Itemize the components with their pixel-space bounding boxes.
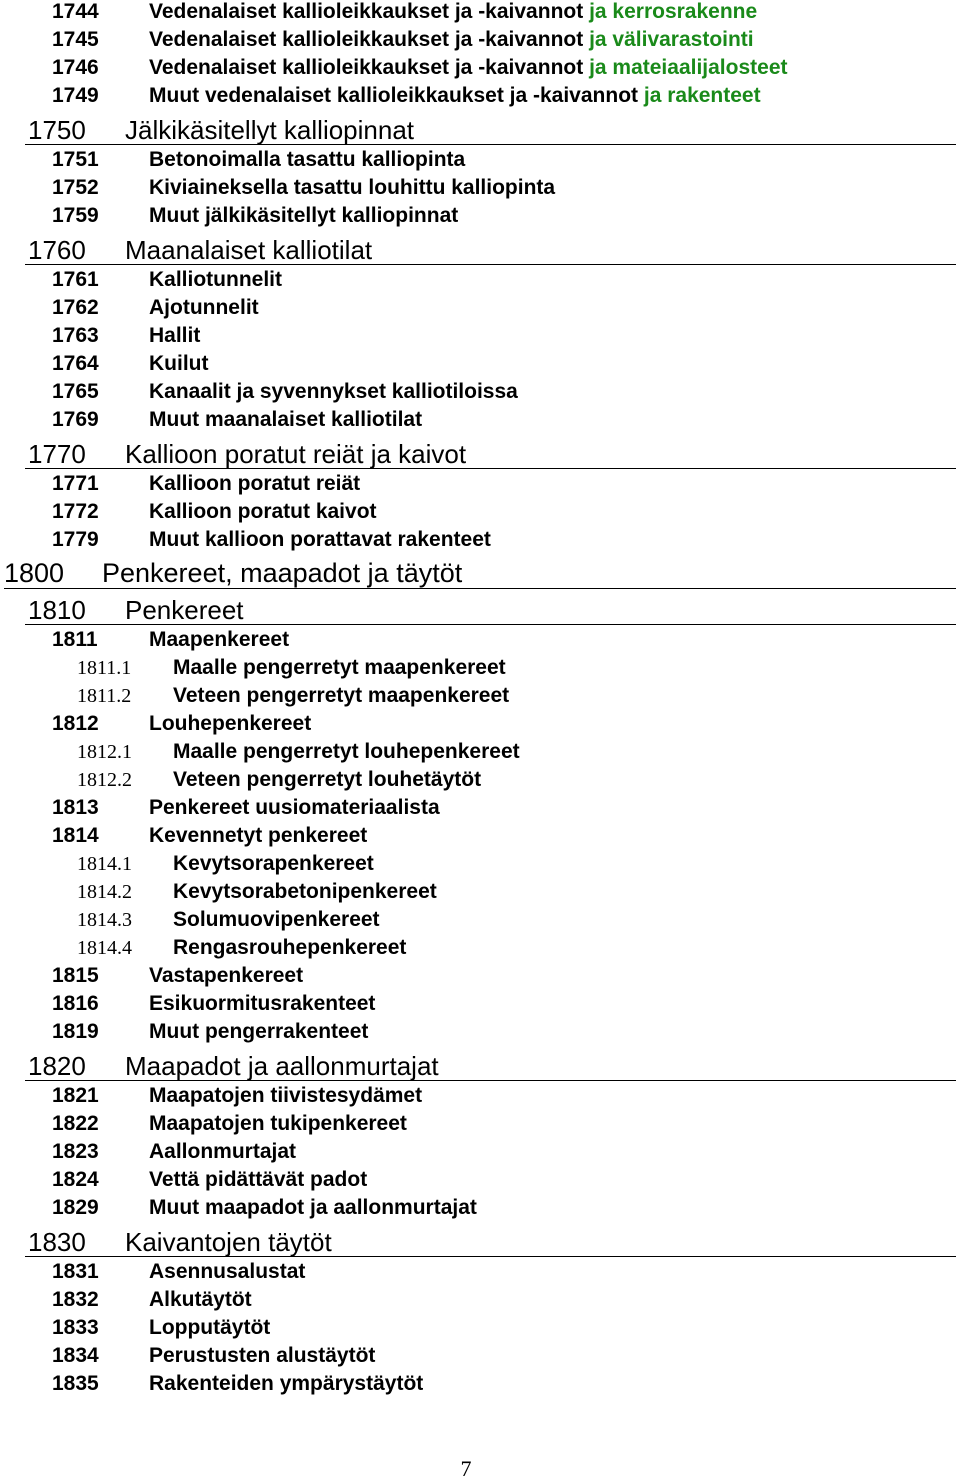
item-label [149,1110,407,1138]
item-label-text: Betonoimalla tasattu kalliopinta [149,148,466,171]
item-code: 1832 [52,1288,99,1311]
item-code: 1779 [52,528,99,551]
item-code: 1824 [52,1168,99,1191]
list-item-1822 [0,1110,960,1138]
list-item-1816 [0,990,960,1018]
list-item-1819 [0,1018,960,1046]
item-label-text: Kuilut [149,352,209,375]
item-code: 1811.1 [77,657,132,679]
item-label [149,294,259,322]
item-label [149,406,422,434]
item-code: 1823 [52,1140,99,1163]
item-label [149,1082,422,1110]
item-label [149,990,375,1018]
item-label [102,556,462,590]
item-code: 1834 [52,1344,99,1367]
item-label-text: Veteen pengerretyt maapenkereet [173,684,510,707]
list-item-1835 [0,1370,960,1398]
list-item-1759 [0,202,960,230]
item-label-text: Esikuormitusrakenteet [149,992,376,1015]
list-item-1831 [0,1258,960,1286]
item-code: 1816 [52,992,99,1015]
item-label-text: Lopputäytöt [149,1316,271,1339]
list-item-1829 [0,1194,960,1222]
item-label-text: Kevytsorabetonipenkereet [173,880,437,903]
item-label-text: Muut maanalaiset kalliotilat [149,408,423,431]
item-code: 1760 [28,235,86,265]
item-label [125,594,244,626]
list-item-1815 [0,962,960,990]
item-label [125,1050,439,1082]
list-item-1823 [0,1138,960,1166]
list-item-1750 [0,114,960,146]
item-label-text: Maalle pengerretyt louhepenkereet [173,740,520,763]
item-label [173,906,380,934]
item-code: 1812.2 [77,769,132,791]
item-code: 1771 [52,472,99,495]
item-code: 1811 [52,628,98,651]
list-item-1772 [0,498,960,526]
item-label [173,682,509,710]
item-label-text: Maapadot ja aallonmurtajat [125,1051,439,1081]
list-item-1812.1 [0,738,960,766]
item-label-text: Aallonmurtajat [149,1140,297,1163]
item-label [125,114,414,146]
item-label-text: Perustusten alustäytöt [149,1344,376,1367]
list-item-1821 [0,1082,960,1110]
item-label-text: Muut kallioon porattavat rakenteet [149,528,491,551]
item-label-text: Kiviaineksella tasattu louhittu kalliopinta [149,176,556,199]
item-label-text: Kalliotunnelit [149,268,282,291]
item-label [149,794,440,822]
section-divider [25,1256,956,1257]
item-code: 1815 [52,964,99,987]
item-label-text: Vedenalaiset kallioleikkaukset ja -kaivannot [149,28,584,51]
item-label-text: Maanalaiset kalliotilat [125,235,373,265]
item-code: 1814 [52,824,99,847]
list-item-1813 [0,794,960,822]
item-label [149,1138,296,1166]
item-label [173,934,406,962]
list-item-1761 [0,266,960,294]
item-code: 1752 [52,176,99,199]
list-item-1832 [0,1286,960,1314]
list-item-1814.2 [0,878,960,906]
list-item-1834 [0,1342,960,1370]
item-code: 1759 [52,204,99,227]
item-code: 1810 [28,595,86,625]
item-code: 1820 [28,1051,86,1081]
list-item-1811.2 [0,682,960,710]
list-item-1779 [0,526,960,554]
item-label-text: Ajotunnelit [149,296,259,319]
item-label [149,526,491,554]
item-label [173,850,374,878]
list-item-1814.4 [0,934,960,962]
section-divider [25,1080,956,1081]
item-label [149,82,761,110]
page-number: 7 [460,1456,472,1481]
item-label-text: Kevytsorapenkereet [173,852,374,875]
item-label-text: Kallioon poratut kaivot [149,500,377,523]
list-item-1811.1 [0,654,960,682]
list-item-1745 [0,26,960,54]
item-label-text: Vettä pidättävät padot [149,1168,368,1191]
list-item-1751 [0,146,960,174]
item-code: 1819 [52,1020,99,1043]
item-label-text: Hallit [149,324,201,347]
item-code: 1765 [52,380,99,403]
list-item-1749 [0,82,960,110]
list-item-1746 [0,54,960,82]
list-item-1814.1 [0,850,960,878]
item-label-text: Kallioon poratut reiät ja kaivot [125,439,467,469]
item-label-highlight: ja rakenteet [643,84,761,107]
list-item-1820 [0,1050,960,1082]
list-item-1771 [0,470,960,498]
item-code: 1835 [52,1372,99,1395]
section-divider [25,468,956,469]
item-code: 1814.4 [77,937,132,959]
item-label [149,1194,477,1222]
item-label [149,1018,368,1046]
item-label [149,1166,367,1194]
item-code: 1812.1 [77,741,132,763]
item-label-text: Kaivantojen täytöt [125,1227,332,1257]
list-item-1812 [0,710,960,738]
item-code: 1772 [52,500,99,523]
item-label [149,54,788,82]
item-label [149,146,465,174]
item-code: 1746 [52,56,99,79]
item-label [149,350,208,378]
list-item-1760 [0,234,960,266]
item-label-text: Maapatojen tiivistesydämet [149,1084,423,1107]
section-divider [25,144,956,145]
list-item-1769 [0,406,960,434]
item-label-text: Muut pengerrakenteet [149,1020,369,1043]
item-code: 1769 [52,408,99,431]
item-code: 1814.2 [77,881,132,903]
list-item-1762 [0,294,960,322]
list-item-1824 [0,1166,960,1194]
list-item-1810 [0,594,960,626]
item-label [149,1342,375,1370]
section-divider [25,264,956,265]
item-code: 1829 [52,1196,99,1219]
list-item-1764 [0,350,960,378]
item-code: 1762 [52,296,99,319]
item-label-text: Penkereet, maapadot ja täytöt [102,558,463,588]
item-label [149,1314,270,1342]
item-code: 1822 [52,1112,99,1135]
item-code: 1814.1 [77,853,132,875]
section-divider [4,588,956,589]
item-label-text: Muut jälkikäsitellyt kalliopinnat [149,204,459,227]
item-label [149,0,757,26]
item-label-text: Penkereet uusiomateriaalista [149,796,440,819]
item-label [173,654,506,682]
item-label [149,626,289,654]
item-code: 1800 [4,558,65,588]
item-label-text: Jälkikäsitellyt kalliopinnat [125,115,415,145]
item-label-text: Solumuovipenkereet [173,908,380,931]
item-code: 1770 [28,439,86,469]
list-item-1830 [0,1226,960,1258]
item-label-text: Maapatojen tukipenkereet [149,1112,407,1135]
list-item-1814 [0,822,960,850]
list-item-1763 [0,322,960,350]
item-label [149,322,200,350]
item-label-highlight: ja kerrosrakenne [589,0,758,23]
item-label-text: Kallioon poratut reiät [149,472,361,495]
item-code: 1744 [52,0,99,23]
item-label-text: Rakenteiden ympärystäytöt [149,1372,424,1395]
item-label-text: Alkutäytöt [149,1288,252,1311]
item-label [149,378,518,406]
item-label [149,266,282,294]
section-divider [25,624,956,625]
item-code: 1813 [52,796,99,819]
item-label-text: Kanaalit ja syvennykset kalliotiloissa [149,380,518,403]
item-label-text: Louhepenkereet [149,712,312,735]
item-label [149,470,360,498]
item-label-highlight: ja mateiaalijalosteet [589,56,788,79]
item-code: 1751 [52,148,99,171]
item-code: 1745 [52,28,99,51]
item-label-highlight: ja välivarastointi [589,28,754,51]
item-code: 1821 [52,1084,99,1107]
item-code: 1831 [52,1260,99,1283]
item-label [149,822,367,850]
item-label-text: Vedenalaiset kallioleikkaukset ja -kaivannot [149,56,584,79]
item-label-text: Kevennetyt penkereet [149,824,368,847]
list-item-1833 [0,1314,960,1342]
item-label-text: Maapenkereet [149,628,290,651]
item-label-text: Rengasrouhepenkereet [173,936,407,959]
item-label [125,234,372,266]
item-label [149,1286,252,1314]
item-label [173,766,481,794]
item-label-text: Muut vedenalaiset kallioleikkaukset ja -kaivannot [149,84,639,107]
item-label [149,710,311,738]
item-code: 1830 [28,1227,86,1257]
list-item-1765 [0,378,960,406]
item-label [149,498,377,526]
item-label [149,1370,423,1398]
item-label [125,1226,332,1258]
item-label-text: Vastapenkereet [149,964,304,987]
item-label [149,26,754,54]
item-code: 1749 [52,84,99,107]
item-label-text: Vedenalaiset kallioleikkaukset ja -kaivannot [149,0,584,23]
item-code: 1811.2 [77,685,132,707]
item-code: 1750 [28,115,86,145]
list-item-1770 [0,438,960,470]
item-code: 1814.3 [77,909,132,931]
item-label [149,174,555,202]
item-code: 1764 [52,352,99,375]
item-label-text: Veteen pengerretyt louhetäytöt [173,768,482,791]
item-label-text: Asennusalustat [149,1260,306,1283]
item-label-text: Muut maapadot ja aallonmurtajat [149,1196,477,1219]
item-label [173,878,437,906]
list-item-1800 [0,556,960,590]
item-code: 1763 [52,324,99,347]
item-label [125,438,466,470]
list-item-1814.3 [0,906,960,934]
list-item-1812.2 [0,766,960,794]
item-label [149,1258,305,1286]
item-label-text: Maalle pengerretyt maapenkereet [173,656,506,679]
item-code: 1833 [52,1316,99,1339]
item-label [149,962,303,990]
item-label-text: Penkereet [125,595,244,625]
item-label [149,202,458,230]
list-item-1811 [0,626,960,654]
item-code: 1812 [52,712,99,735]
item-code: 1761 [52,268,99,291]
list-item-1744 [0,0,960,26]
list-item-1752 [0,174,960,202]
item-label [173,738,520,766]
